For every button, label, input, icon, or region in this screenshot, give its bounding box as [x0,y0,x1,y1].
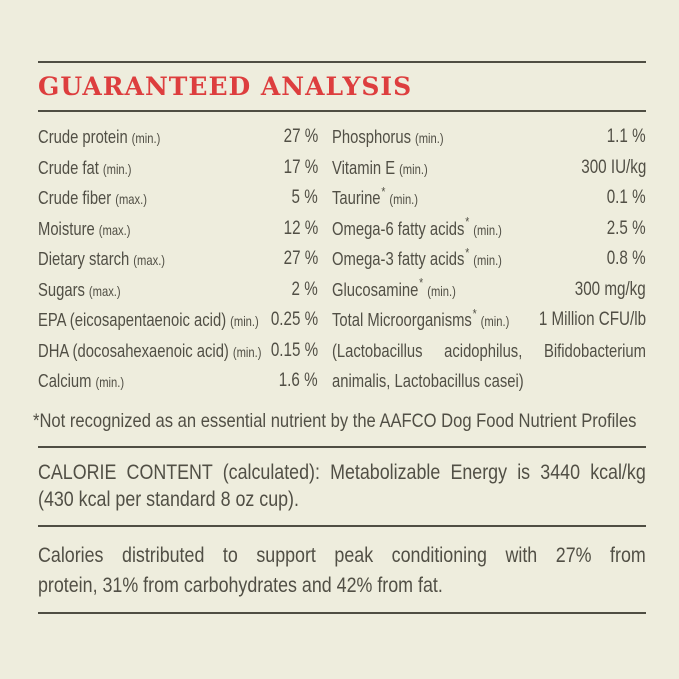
nutrient-note: (max.) [88,282,121,299]
nutrient-label: Omega-3 fatty acids* (min.) [332,244,502,269]
nutrient-value: 1.1 % [607,126,646,147]
nutrient-wrap-line: (Lactobacillus acidophilus, Bifidobacterium [332,339,646,361]
nutrient-label: Dietary starch (max.) [38,248,166,269]
aafco-footnote: *Not recognized as an essential nutrient by the AAFCO Dog Food Nutrient Profiles [33,409,637,432]
table-row [332,183,646,214]
table-row [38,244,318,275]
nutrient-note: (max.) [115,191,147,207]
calorie-distribution-line: protein, 31% from carbohydrates and 42% from fat. [38,573,443,597]
table-row [38,214,318,245]
asterisk: * [465,214,470,230]
nutrient-label: Glucosamine* (min.) [332,275,456,300]
nutrient-label: Sugars (max.) [38,278,121,300]
table-row [332,153,646,184]
nutrient-value: 17 % [283,156,318,178]
nutrient-column-right [332,122,646,397]
table-row [332,122,646,153]
nutrient-note: (min.) [473,221,502,238]
nutrient-note: (min.) [480,313,510,329]
nutrient-value: 12 % [283,217,318,239]
table-row [38,366,318,397]
nutrient-wrap-line: animalis, Lactobacillus casei) [332,370,524,391]
nutrient-value: 1 Million CFU/lb [538,309,646,330]
calorie-content-line: CALORIE CONTENT (calculated): Metabolizable Energy is 3440 kcal/kg [38,460,646,484]
nutrient-value: 0.1 % [607,187,646,208]
table-row [38,122,318,153]
nutrient-note: (min.) [414,130,444,146]
nutrient-note: (min.) [95,374,125,390]
table-row [38,336,318,367]
nutrient-value: 2 % [291,278,318,300]
nutrient-label: EPA (eicosapentaenoic acid) (min.) [38,309,259,330]
nutrient-value: 2.5 % [607,217,646,239]
nutrient-table [38,122,646,397]
label-content [0,61,679,614]
table-row [38,183,318,214]
nutrient-value: 5 % [291,187,318,208]
divider-under-footnote [38,446,646,448]
nutrient-label: DHA (docosahexaenoic acid) (min.) [38,339,262,361]
calorie-content-paragraph [38,459,646,514]
nutrient-value: 300 mg/kg [575,278,646,300]
asterisk: * [472,305,477,321]
table-row [332,305,646,336]
divider-under-calorie [38,525,646,527]
nutrient-value: 27 % [283,248,318,269]
nutrient-label: Omega-6 fatty acids* (min.) [332,214,502,239]
divider-top [38,61,646,63]
table-row [38,305,318,336]
divider-bottom [38,612,646,614]
nutrient-note: (min.) [427,282,456,299]
nutrient-value: 27 % [283,126,318,147]
asterisk: * [381,183,386,199]
nutrient-label: Taurine* (min.) [332,183,419,208]
table-row [332,214,646,245]
nutrient-value: 1.6 % [279,370,318,391]
nutrient-label: Crude fat (min.) [38,156,132,178]
nutrient-value: 300 IU/kg [580,156,646,178]
nutrient-note: (min.) [230,313,259,329]
nutrient-label: Total Microorganisms* (min.) [332,305,510,330]
table-row [38,153,318,184]
asterisk: * [465,244,470,260]
nutrient-note: (min.) [473,252,502,268]
nutrient-label: Vitamin E (min.) [332,156,428,178]
nutrient-label: Crude protein (min.) [38,126,161,147]
divider-under-title [38,110,646,112]
nutrient-label: Calcium (min.) [38,370,125,391]
asterisk: * [419,275,424,291]
calorie-distribution-paragraph [38,541,646,601]
nutrient-note: (min.) [102,160,132,177]
nutrient-note: (min.) [389,191,419,207]
calorie-distribution-line: Calories distributed to support peak conditioning with 27% from [38,543,646,567]
table-row [38,275,318,306]
nutrient-note: (max.) [98,221,131,238]
nutrient-note: (min.) [399,160,428,177]
nutrient-value: 0.25 % [270,309,318,330]
nutrient-label: Crude fiber (max.) [38,187,147,208]
section-title: GUARANTEED ANALYSIS [38,72,413,101]
calorie-content-line: (430 kcal per standard 8 oz cup). [38,488,299,511]
nutrient-value: 0.8 % [607,248,646,269]
nutrient-note: (min.) [131,130,161,146]
table-row [332,244,646,275]
nutrient-label: Moisture (max.) [38,217,131,239]
table-row [332,275,646,306]
nutrient-note: (max.) [133,252,166,268]
nutrient-note: (min.) [232,343,262,360]
nutrient-value: 0.15 % [270,339,318,361]
nutrient-column-left [38,122,318,397]
nutrient-label: Phosphorus (min.) [332,126,444,147]
